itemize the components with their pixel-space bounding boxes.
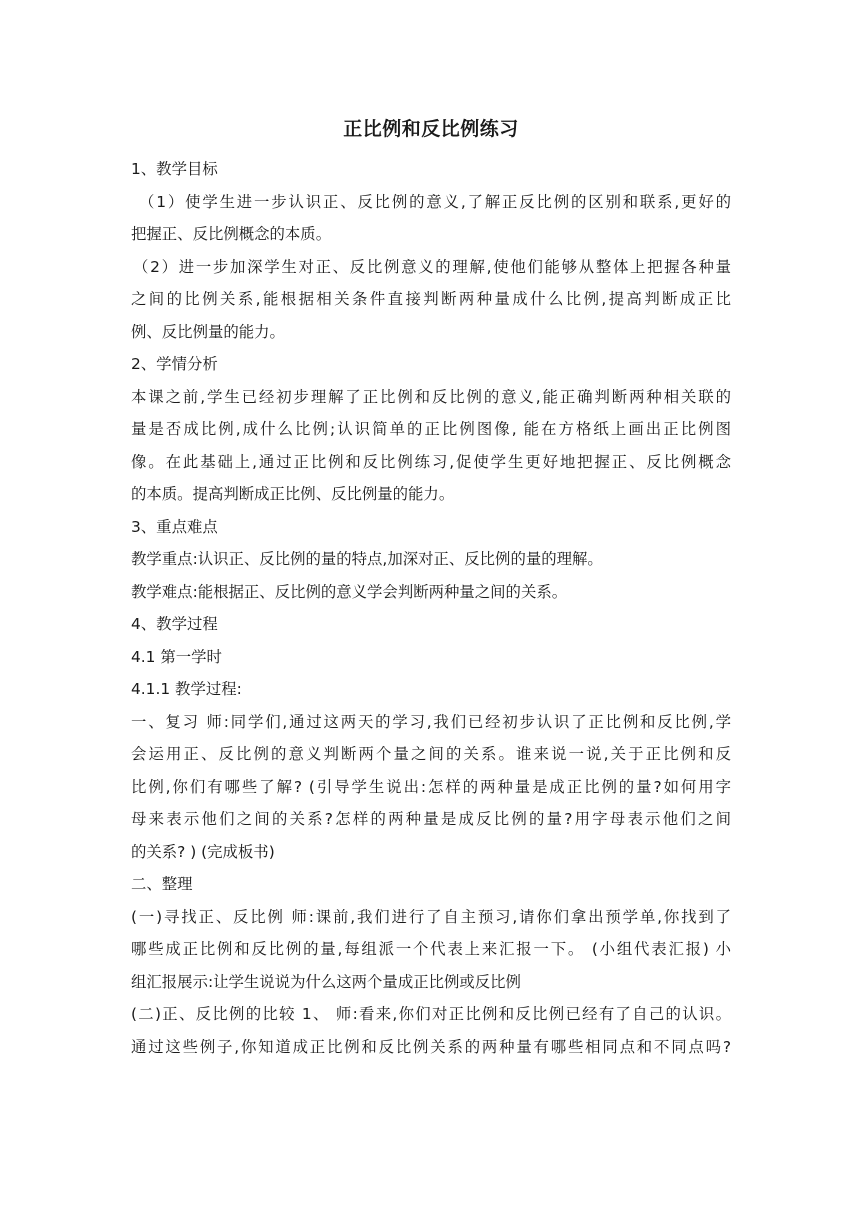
paragraph-line: 教学难点:能根据正、反比例的意义学会判断两种量之间的关系。 <box>131 582 568 601</box>
paragraph-line: 比例,你们有哪些了解? (引导学生说出:怎样的两种量是成正比例的量?如何用字 <box>131 777 731 796</box>
paragraph-line: 哪些成正比例和反比例的量,每组派一个代表上来汇报一下。 (小组代表汇报) 小 <box>131 940 731 958</box>
section-heading-objectives: 1、教学目标 <box>131 160 218 178</box>
section-heading-process: 4、教学过程 <box>131 615 218 633</box>
paragraph-line: 的关系? ) (完成板书) <box>131 842 275 861</box>
paragraph-line: 量是否成比例,成什么比例;认识简单的正比例图像, 能在方格纸上画出正比例图 <box>131 420 731 438</box>
section-heading-analysis: 2、学情分析 <box>131 355 218 373</box>
paragraph-line: 把握正、反比例概念的本质。 <box>131 225 332 243</box>
paragraph-line: (一)寻找正、反比例 师:课前,我们进行了自主预习,请你们拿出预学单,你找到了 <box>131 907 731 926</box>
paragraph-line: 通过这些例子,你知道成正比例和反比例关系的两种量有哪些相同点和不同点吗? <box>131 1037 731 1056</box>
paragraph-line: (二)正、反比例的比较 1、 师:看来,你们对正比例和反比例已经有了自己的认识。 <box>131 1005 731 1023</box>
paragraph-line: 像。在此基础上,通过正比例和反比例练习,促使学生更好地把握正、反比例概念 <box>131 452 731 471</box>
document-body <box>131 112 731 1063</box>
subsection-heading: 4.1 第一学时 <box>131 647 222 666</box>
paragraph-line: 母来表示他们之间的关系?怎样的两种量是成反比例的量?用字母表示他们之间 <box>131 810 731 828</box>
paragraph-line: 二、整理 <box>131 875 193 893</box>
subsection-heading: 4.1.1 教学过程: <box>131 680 242 698</box>
paragraph-line: 之间的比例关系,能根据相关条件直接判断两种量成什么比例,提高判断成正比 <box>131 290 731 308</box>
paragraph-line: 本课之前,学生已经初步理解了正比例和反比例的意义,能正确判断两种相关联的 <box>131 387 731 406</box>
paragraph-line: （2）进一步加深学生对正、反比例意义的理解,使他们能够从整体上把握各种量 <box>133 257 731 276</box>
section-heading-key-points: 3、重点难点 <box>131 517 218 536</box>
paragraph-line: 会运用正、反比例的意义判断两个量之间的关系。谁来说一说,关于正比例和反 <box>131 745 731 763</box>
paragraph-line: 组汇报展示:让学生说说为什么这两个量成正比例或反比例 <box>131 972 521 991</box>
document-title: 正比例和反比例练习 <box>343 118 519 140</box>
paragraph-line: 教学重点:认识正、反比例的量的特点,加深对正、反比例的量的理解。 <box>131 550 603 568</box>
paragraph-line: 的本质。提高判断成正比例、反比例量的能力。 <box>131 485 455 503</box>
paragraph-line: 例、反比例量的能力。 <box>131 322 285 341</box>
paragraph-line: 一、复习 师:同学们,通过这两天的学习,我们已经初步认识了正比例和反比例,学 <box>131 712 731 731</box>
paragraph-line: （1）使学生进一步认识正、反比例的意义,了解正反比例的区别和联系,更好的 <box>139 192 731 211</box>
